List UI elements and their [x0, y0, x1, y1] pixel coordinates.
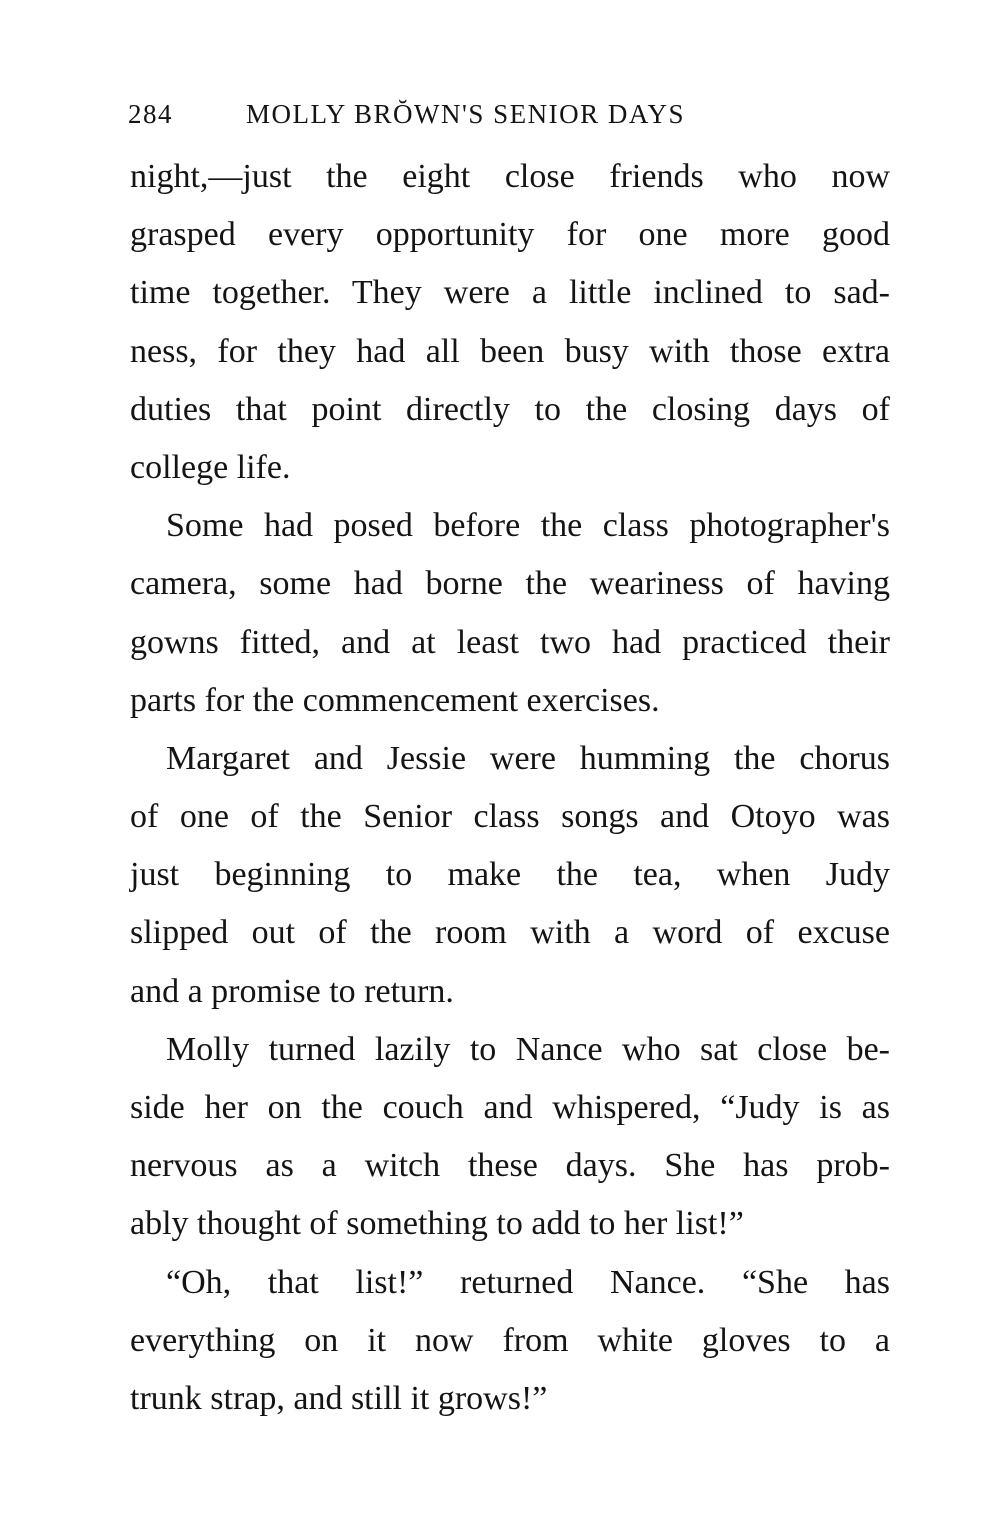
text-line: Margaret and Jessie were humming the chorus	[166, 739, 890, 777]
text-line: camera, some had borne the weariness of having	[130, 565, 890, 603]
text-line: Some had posed before the class photographer's	[166, 507, 890, 545]
text-line: of one of the Senior class songs and Otoyo was	[130, 798, 890, 836]
text-line: “Oh, that list!” returned Nance. “She has	[166, 1263, 890, 1301]
paragraph	[130, 497, 890, 730]
text-line: duties that point directly to the closing days of	[130, 390, 890, 428]
text-line: time together. They were a little inclined to sad-	[130, 274, 890, 312]
text-line: grasped every opportunity for one more good	[130, 216, 890, 254]
page-number: 284	[128, 99, 173, 129]
text-line: side her on the couch and whispered, “Judy is as	[130, 1089, 890, 1126]
running-head: MOLLY BRŎWN'S SENIOR DAYS	[246, 99, 685, 129]
text-line: nervous as a witch these days. She has prob-	[130, 1147, 890, 1185]
text-line: ness, for they had all been busy with those extra	[130, 332, 890, 370]
text-line: night,—just the eight close friends who now	[130, 158, 890, 195]
text-line: everything on it now from white gloves to a	[130, 1321, 890, 1359]
text-line: Molly turned lazily to Nance who sat close be-	[166, 1030, 890, 1068]
paragraph	[130, 1021, 890, 1254]
paragraph	[130, 730, 890, 1021]
text-line: ably thought of something to add to her list!”	[130, 1205, 744, 1243]
paragraph	[130, 1254, 890, 1429]
body-text	[130, 148, 890, 1428]
paragraph	[130, 148, 890, 497]
text-line: parts for the commencement exercises.	[130, 681, 660, 719]
text-line: college life.	[130, 448, 291, 486]
text-line: just beginning to make the tea, when Judy	[130, 856, 890, 894]
page-header	[128, 92, 890, 136]
text-line: slipped out of the room with a word of excuse	[130, 914, 890, 952]
text-line: gowns fitted, and at least two had practiced their	[130, 623, 890, 661]
text-line: trunk strap, and still it grows!”	[130, 1379, 548, 1417]
text-line: and a promise to return.	[130, 972, 454, 1010]
